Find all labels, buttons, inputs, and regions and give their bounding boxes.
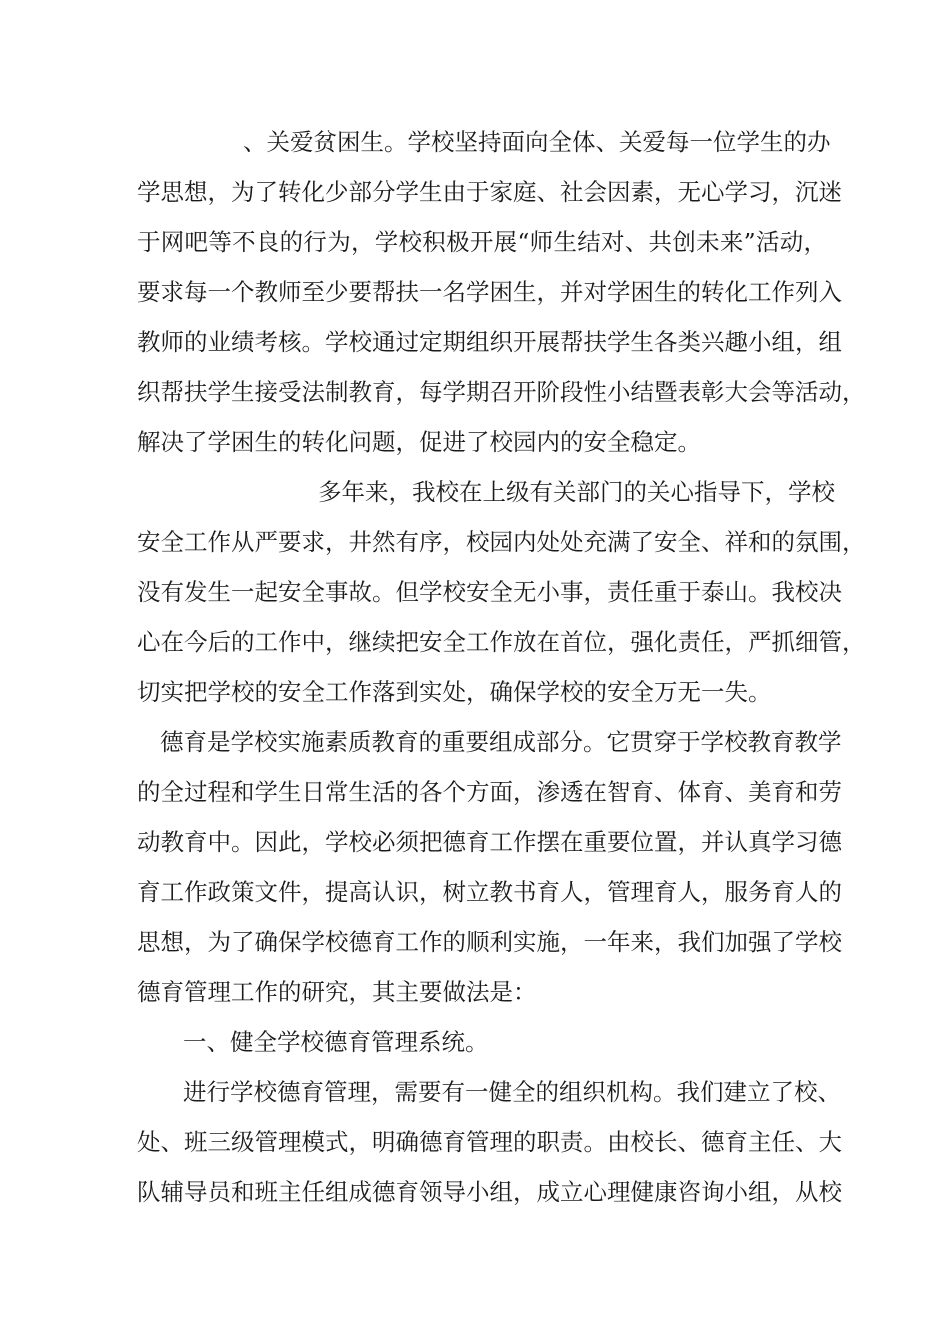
- paragraph-3-line-1: 德育是学校实施素质教育的重要组成部分。它贯穿于学校教育教学: [160, 728, 842, 756]
- paragraph-3-line-3: 动教育中。因此，学校必须把德育工作摆在重要位置，并认真学习德: [137, 828, 842, 856]
- paragraph-3-line-6: 德育管理工作的研究，其主要做法是：: [137, 978, 537, 1006]
- paragraph-4-line-3: 队辅导员和班主任组成德育领导小组，成立心理健康咨询小组，从校: [137, 1178, 842, 1206]
- paragraph-3-line-2: 的全过程和学生日常生活的各个方面，渗透在智育、体育、美育和劳: [137, 778, 842, 806]
- paragraph-1-line-1: 、关爱贫困生。学校坚持面向全体、关爱每一位学生的办: [243, 128, 831, 156]
- paragraph-4-line-1: 进行学校德育管理，需要有一健全的组织机构。我们建立了校、: [183, 1078, 841, 1106]
- paragraph-1-line-2: 学思想，为了转化少部分学生由于家庭、社会因素，无心学习，沉迷: [137, 178, 842, 206]
- paragraph-3-line-4: 育工作政策文件，提高认识，树立教书育人，管理育人，服务育人的: [137, 878, 842, 906]
- paragraph-1-line-4: 要求每一个教师至少要帮扶一名学困生，并对学困生的转化工作列入: [137, 278, 842, 306]
- paragraph-1-line-7: 解决了学困生的转化问题，促进了校园内的安全稳定。: [137, 428, 701, 456]
- paragraph-2-line-4: 心在今后的工作中，继续把安全工作放在首位，强化责任，严抓细管，: [137, 628, 866, 656]
- paragraph-2-line-2: 安全工作从严要求，井然有序，校园内处处充满了安全、祥和的氛围，: [137, 528, 866, 556]
- paragraph-1-line-3: 于网吧等不良的行为，学校积极开展“师生结对、共创未来”活动，: [137, 228, 827, 256]
- section-heading: 一、健全学校德育管理系统。: [183, 1028, 489, 1056]
- paragraph-2-line-5: 切实把学校的安全工作落到实处，确保学校的安全万无一失。: [137, 678, 772, 706]
- paragraph-2-line-1: 多年来，我校在上级有关部门的关心指导下，学校: [318, 478, 835, 506]
- paragraph-1-line-6: 织帮扶学生接受法制教育，每学期召开阶段性小结暨表彰大会等活动，: [137, 378, 866, 406]
- paragraph-1-line-5: 教师的业绩考核。学校通过定期组织开展帮扶学生各类兴趣小组，组: [137, 328, 842, 356]
- paragraph-3-line-5: 思想，为了确保学校德育工作的顺利实施，一年来，我们加强了学校: [137, 928, 842, 956]
- paragraph-2-line-3: 没有发生一起安全事故。但学校安全无小事，责任重于泰山。我校决: [137, 578, 842, 606]
- paragraph-4-line-2: 处、班三级管理模式，明确德育管理的职责。由校长、德育主任、大: [137, 1128, 842, 1156]
